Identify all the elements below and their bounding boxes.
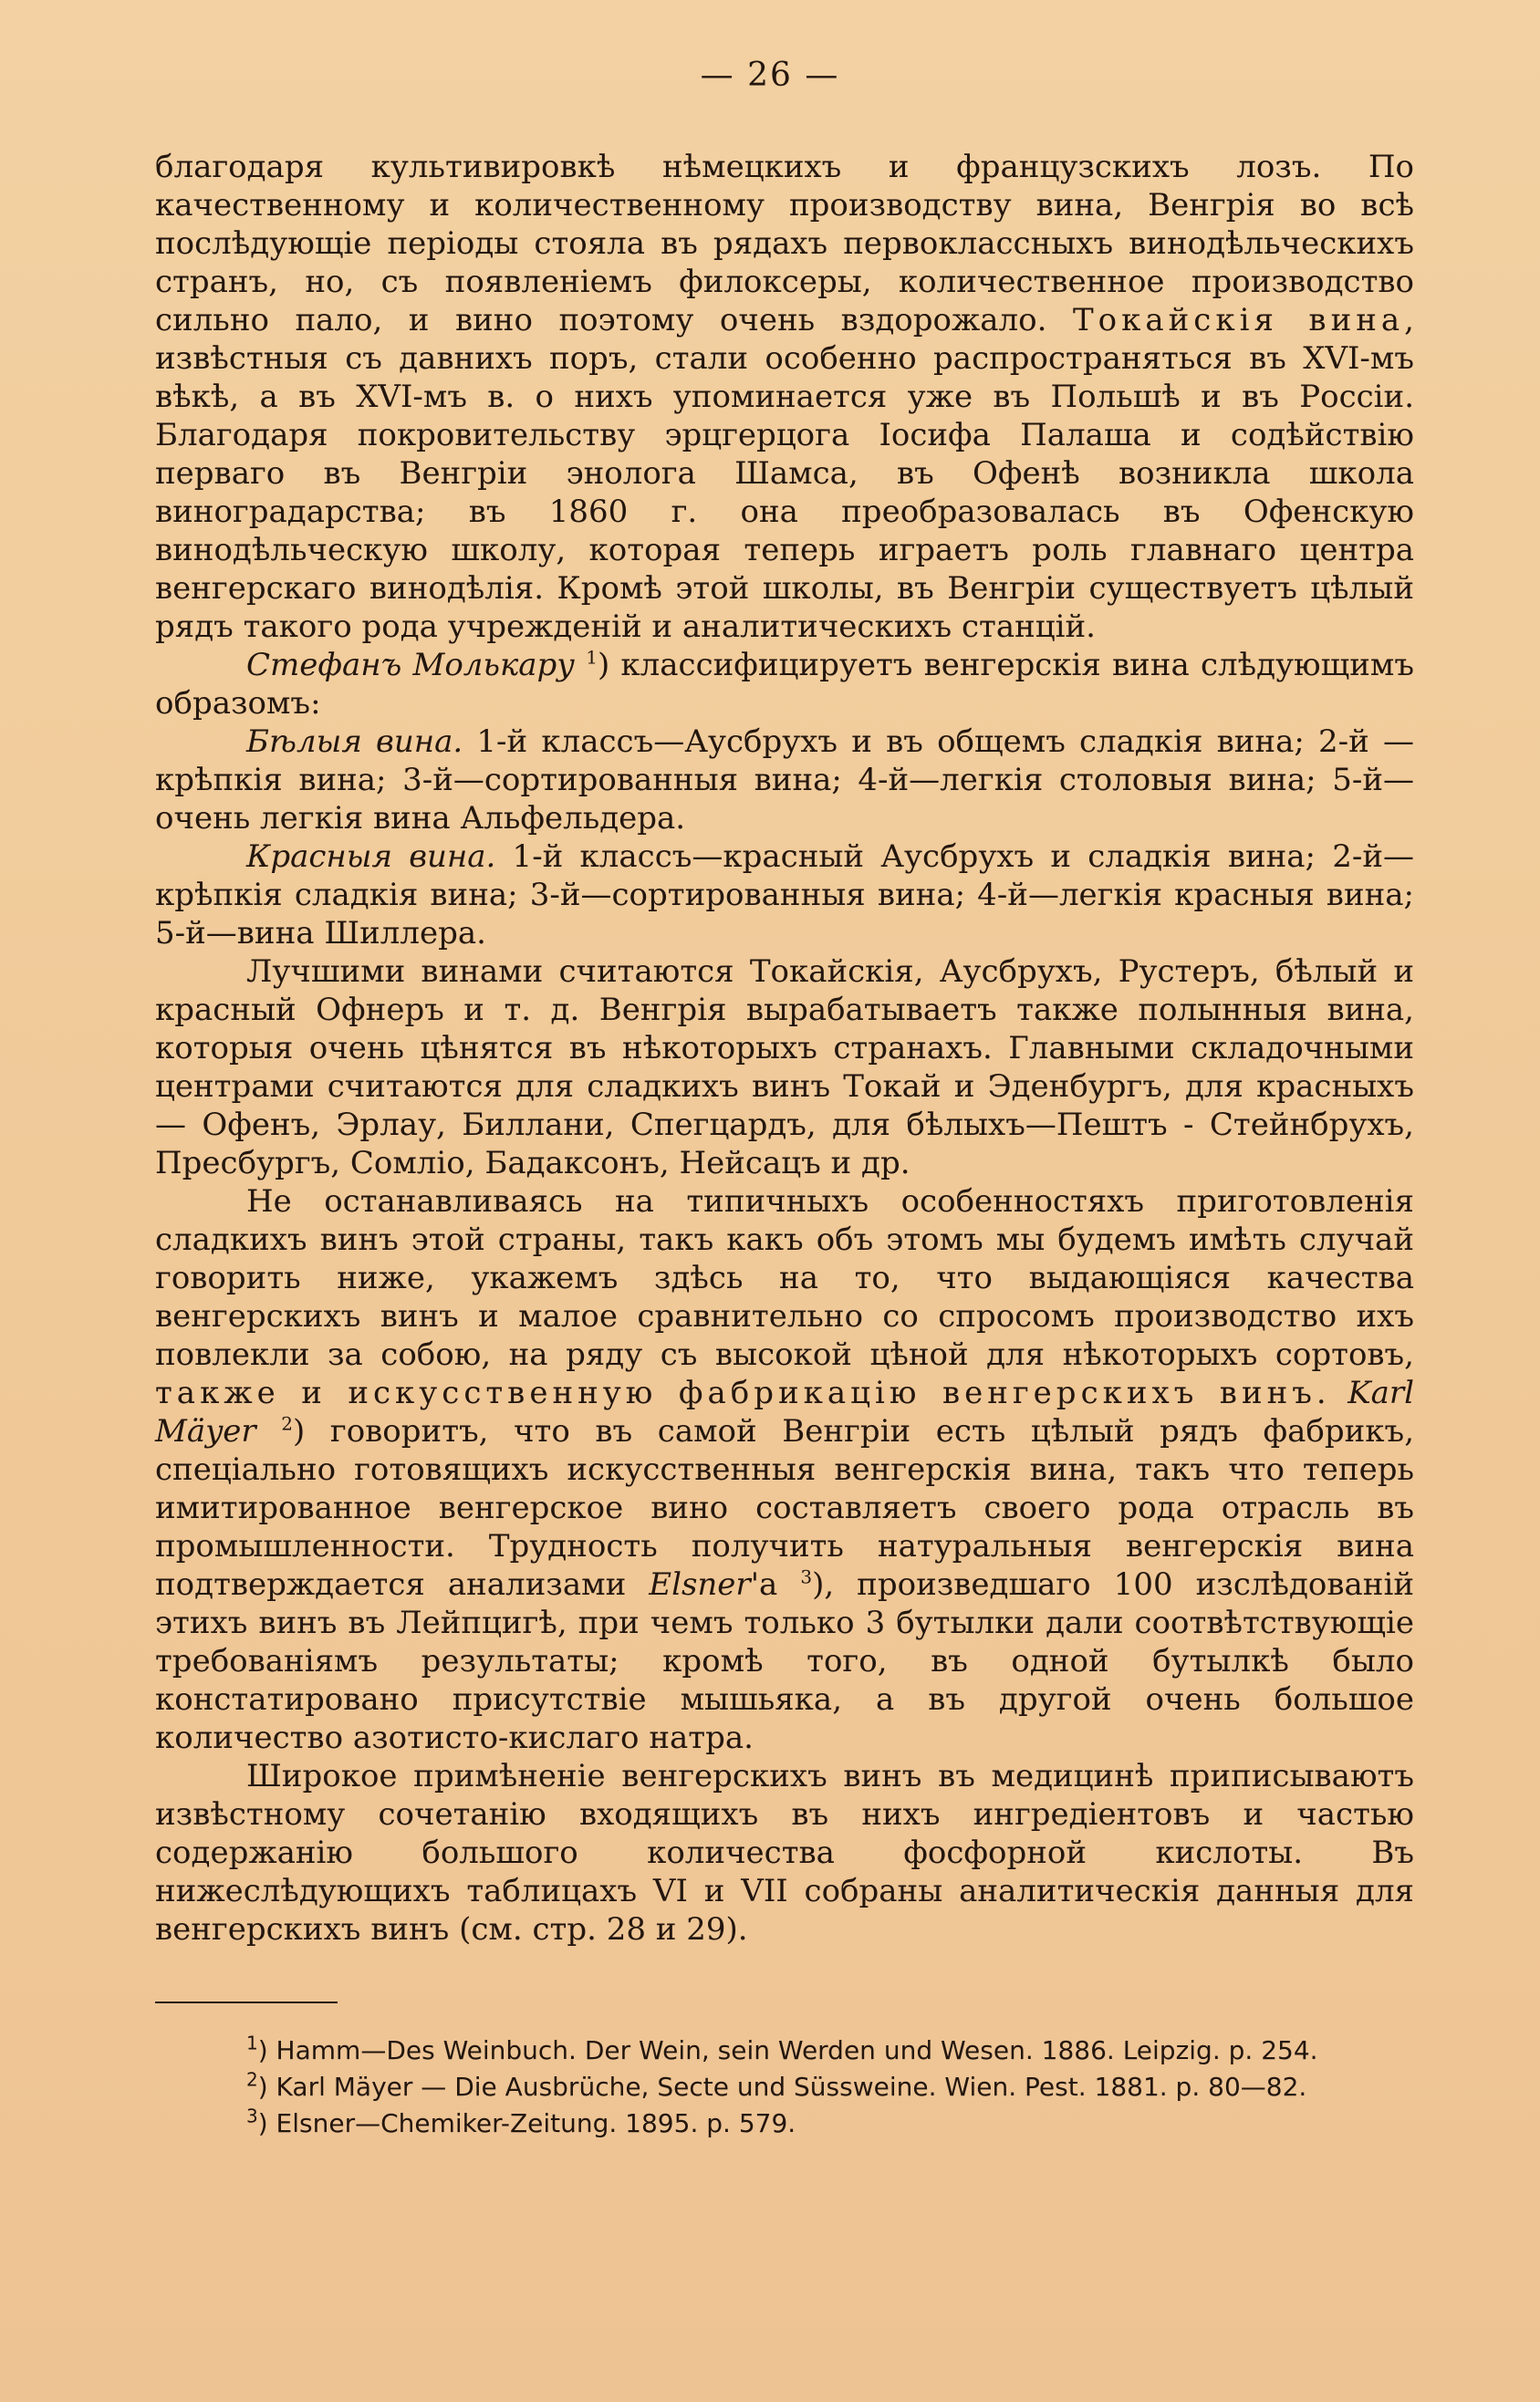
paragraph-2 (155, 646, 1414, 723)
footnote-ref-2: 2 (281, 1412, 294, 1435)
paragraph-2-part-b: ) классифицируетъ венгерскія вина слѣдующимъ образомъ: (155, 647, 1414, 722)
footnote-mark: 1 (246, 2032, 258, 2054)
tokay-wines-term: Токайскія вина (1072, 302, 1405, 338)
footnote-ref-3: 3 (800, 1565, 813, 1588)
paragraph-3 (155, 723, 1414, 837)
paragraph-3-part-b: 1-й классъ—Аусбрухъ и въ общемъ сладкія вина; 2-й —крѣпкія вина; 3-й—сортированныя вина; 4-й—легкія столовыя вина; 5-й—очень легкія вина Альфельдера. (155, 723, 1414, 837)
paragraph-6 (155, 1182, 1414, 1757)
author-elsner: Elsner (649, 1566, 751, 1603)
artificial-fabrication-term: также и искусственную фабрикацію венгерскихъ винъ. (155, 1375, 1331, 1411)
paragraph-6-part-g: 'а (750, 1566, 801, 1603)
paragraph-7-text: Широкое примѣненіе венгерскихъ винъ въ медицинѣ приписываютъ извѣстному сочетанію входящихъ въ нихъ ингредіентовъ и частью содержанію большого количества фосфорной кислоты. Въ нижеслѣдующихъ таблицахъ VI и VII собраны аналитическія данныя для венгерскихъ винъ (см. стр. 28 и 29). (155, 1758, 1414, 1948)
author-mayer: Karl Mäyer (155, 1375, 1414, 1450)
paragraph-4 (155, 837, 1414, 952)
footnote-mark: 2 (246, 2068, 258, 2091)
author-molkaru: Стефанъ Молькару (246, 647, 576, 683)
paragraph-6-part-h: ), произведшаго 100 изслѣдованій этихъ винъ въ Лейпцигѣ, при чемъ только 3 бутылки дали соотвѣтствующіе требованіямъ результаты; кромѣ того, въ одной бутылкѣ было констатировано присутствіе мышьяка, а въ другой очень большое количество азотисто-кислаго натра. (155, 1566, 1414, 1756)
main-text (155, 148, 1414, 1949)
paragraph-6-part-e: ) говоритъ, что въ самой Венгріи есть цѣлый рядъ фабрикъ, спеціально готовящихъ искусственныя венгерскія вина, такъ что теперь имитированное венгерское вино составляетъ своего рода отрасль въ промышленности. Трудность получить натуральныя венгерскія вина подтверждается анализами (155, 1413, 1414, 1603)
paragraph-4-part-b: 1-й классъ—красный Аусбрухъ и сладкія вина; 2-й—крѣпкія сладкія вина; 3-й—сортированныя вина; 4-й—легкія красныя вина; 5-й—вина Шиллера. (155, 838, 1414, 951)
footnote-ref-1: 1 (586, 646, 598, 669)
footnote (155, 2068, 1414, 2104)
paragraph-6-space (1331, 1375, 1348, 1411)
page-number: — 26 — (700, 57, 840, 94)
footnote-divider (155, 2002, 338, 2003)
white-wines-heading: Бѣлыя вина. (246, 723, 463, 760)
paragraph-7 (155, 1757, 1414, 1949)
paragraph-5 (155, 952, 1414, 1182)
footnote-text: ) Hamm—Des Weinbuch. Der Wein, sein Werden und Wesen. 1886. Leipzig. p. 254. (257, 2035, 1318, 2065)
paragraph-5-text: Лучшими винами считаются Токайскія, Аусбрухъ, Рустеръ, бѣлый и красный Офнеръ и т. д. Венгрія вырабатываетъ также полынныя вина, которыя очень цѣнятся въ нѣкоторыхъ странахъ. Главными складочными центрами считаются для сладкихъ винъ Токай и Эденбургъ, для красныхъ — Офенъ, Эрлау, Биллани, Спегцардъ, для бѣлыхъ—Пештъ - Стейнбрухъ, Пресбургъ, Сомліо, Бадаксонъ, Нейсацъ и др. (155, 953, 1414, 1181)
footnote (155, 2034, 1414, 2067)
footnote-text: ) Elsner—Chemiker-Zeitung. 1895. p. 579. (257, 2108, 796, 2138)
paragraph-1-part-a: благодаря культивировкѣ нѣмецкихъ и французскихъ лозъ. По качественному и количественному производству вина, Венгрія во всѣ послѣдующіе періоды стояла въ рядахъ первоклассныхъ винодѣльческихъ странъ, но, съ появленіемъ филоксеры, количественное производство сильно пало, и вино поэтому очень вздорожало. (155, 149, 1414, 338)
footnotes (155, 2034, 1414, 2144)
paragraph-1-part-c: , извѣстныя съ давнихъ поръ, стали особенно распространяться въ XVI-мъ вѣкѣ, а въ XVI-мъ в. о нихъ упоминается уже въ Польшѣ и въ Россіи. Благодаря покровительству эрцгерцога Іосифа Палаша и содѣйствію перваго въ Венгріи энолога Шамса, въ Офенѣ возникла школа виноградарства; въ 1860 г. она преобразовалась въ Офенскую винодѣльческую школу, которая теперь играетъ роль главнаго центра венгерскаго винодѣлія. Кромѣ этой школы, въ Венгріи существуетъ цѣлый рядъ такого рода учрежденій и аналитическихъ станцій. (155, 302, 1414, 645)
footnote-text: ) Karl Mäyer — Die Ausbrüche, Secte und Süssweine. Wien. Pest. 1881. p. 80—82. (257, 2072, 1307, 2102)
footnote-mark: 3 (246, 2105, 258, 2127)
paragraph-6-part-a: Не останавливаясь на типичныхъ особенностяхъ приготовленія сладкихъ винъ этой страны, такъ какъ объ этомъ мы будемъ имѣть случай говорить ниже, укажемъ здѣсь на то, что выдающіяся качества венгерскихъ винъ и малое сравнительно со спросомъ производство ихъ повлекли за собою, на ряду съ высокой цѣной для нѣкоторыхъ сортовъ, (155, 1183, 1414, 1373)
footnote (155, 2107, 1414, 2140)
paragraph-1 (155, 148, 1414, 646)
red-wines-heading: Красныя вина. (246, 838, 496, 875)
